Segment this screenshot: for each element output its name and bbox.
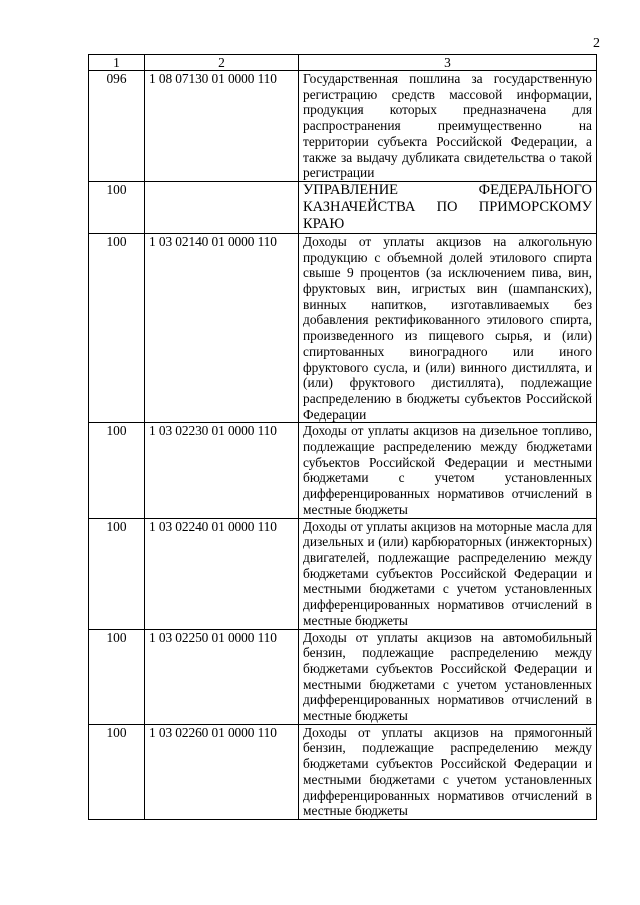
revenue-codes-table (88, 54, 597, 820)
revenue-name-cell: Доходы от уплаты акцизов на прямогонный бензин, подлежащие распределению между бюджетами субъектов Российской Федерации и местными бюджетами с учетом установленных дифференцированных нормативов отчислений в местные бюджеты (299, 724, 597, 819)
table-row (89, 181, 597, 233)
budget-classification-code-cell: 1 03 02140 01 0000 110 (145, 233, 299, 422)
budget-classification-code-cell (145, 181, 299, 233)
admin-code-cell: 100 (89, 518, 145, 629)
table-row (89, 724, 597, 819)
admin-code-cell: 100 (89, 423, 145, 518)
table-row (89, 71, 597, 182)
budget-classification-code-cell: 1 08 07130 01 0000 110 (145, 71, 299, 182)
budget-classification-code-cell: 1 03 02260 01 0000 110 (145, 724, 299, 819)
admin-code-cell: 100 (89, 724, 145, 819)
budget-classification-code-cell: 1 03 02250 01 0000 110 (145, 629, 299, 724)
revenue-name-cell: Государственная пошлина за государственную регистрацию средств массовой информации, продукция которых предназначена для распространения преимущественно на территории субъекта Российской Федерации, а также за выдачу дубликата свидетельства о такой регистрации (299, 71, 597, 182)
column-header-code: 2 (145, 55, 299, 71)
table-header-row (89, 55, 597, 71)
column-header-admin: 1 (89, 55, 145, 71)
budget-classification-code-cell: 1 03 02240 01 0000 110 (145, 518, 299, 629)
admin-code-cell: 096 (89, 71, 145, 182)
revenue-name-cell: Доходы от уплаты акцизов на моторные масла для дизельных и (или) карбюраторных (инжекторных) двигателей, подлежащие распределению между бюджетами субъектов Российской Федерации и местными бюджетами с учетом установленных дифференцированных нормативов отчислений в местные бюджеты (299, 518, 597, 629)
budget-classification-code-cell: 1 03 02230 01 0000 110 (145, 423, 299, 518)
admin-code-cell: 100 (89, 233, 145, 422)
table-row (89, 518, 597, 629)
revenue-name-cell: Доходы от уплаты акцизов на алкогольную продукцию с объемной долей этилового спирта свыше 9 процентов (за исключением пива, вин, фруктовых вин, игристых вин (шампанских), винных напитков, изготавливаемых без добавления ректификованного этилового спирта, произведенного из пищевого сырья, и (или) спиртованных виноградного или иного фруктового сусла, и (или) винного дистиллята, и (или) фруктового дистиллята), подлежащие распределению в бюджеты субъектов Российской Федерации (299, 233, 597, 422)
revenue-name-cell: Доходы от уплаты акцизов на дизельное топливо, подлежащие распределению между бюджетами субъектов Российской Федерации и местными бюджетами с учетом установленных дифференцированных нормативов отчислений в местные бюджеты (299, 423, 597, 518)
admin-code-cell: 100 (89, 181, 145, 233)
page-number: 2 (593, 36, 600, 51)
table-row (89, 423, 597, 518)
table-row (89, 629, 597, 724)
column-header-name: 3 (299, 55, 597, 71)
table-row (89, 233, 597, 422)
administrator-name-cell: УПРАВЛЕНИЕ ФЕДЕРАЛЬНОГО КАЗНАЧЕЙСТВА ПО ПРИМОРСКОМУ КРАЮ (299, 181, 597, 233)
admin-code-cell: 100 (89, 629, 145, 724)
revenue-name-cell: Доходы от уплаты акцизов на автомобильный бензин, подлежащие распределению между бюджетами субъектов Российской Федерации и местными бюджетами с учетом установленных дифференцированных нормативов отчислений в местные бюджеты (299, 629, 597, 724)
